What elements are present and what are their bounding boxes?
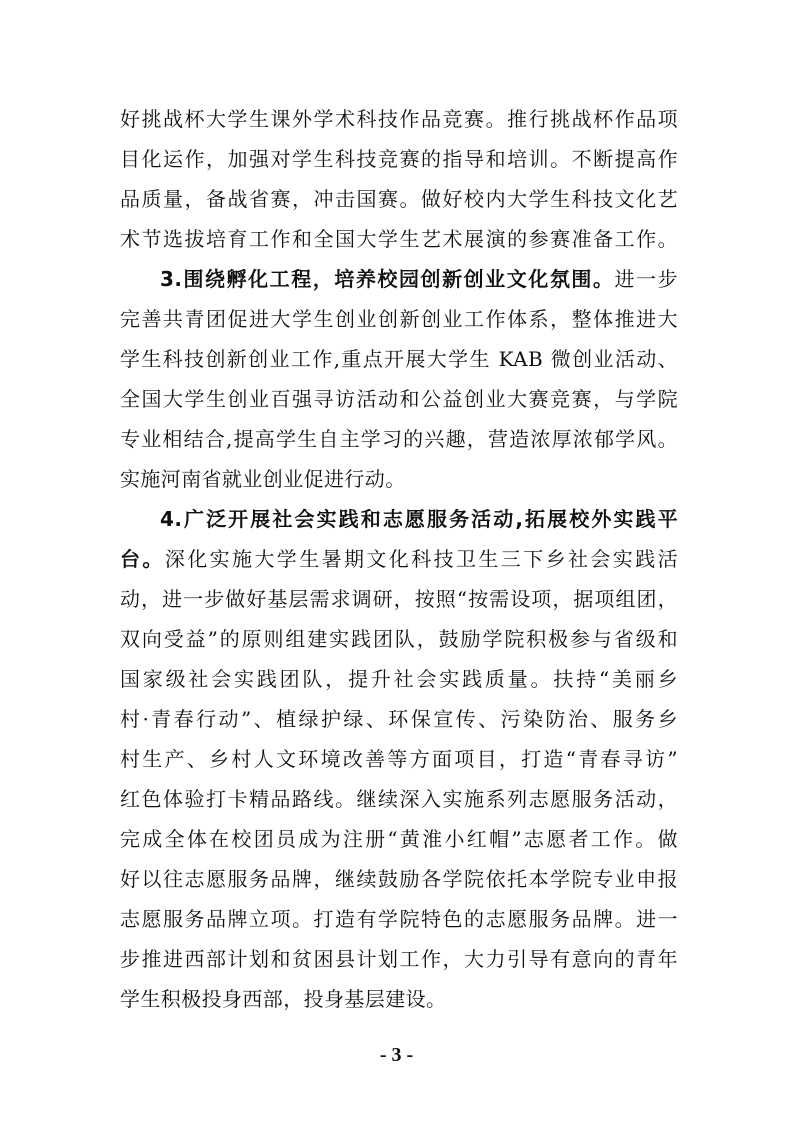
section-heading-line <box>120 259 678 299</box>
paragraph-line: 目化运作，加强对学生科技竞赛的指导和培训。不断提高作 <box>120 147 678 171</box>
body-text <box>120 99 678 1019</box>
paragraph-line: 村·青春行动”、植绿护绿、环保宣传、污染防治、服务乡 <box>120 707 678 731</box>
paragraph-text: 深化实施大学生暑期文化科技卫生三下乡社会实践活 <box>164 547 678 571</box>
section-heading: 4.广泛开展社会实践和志愿服务活动,拓展校外实践平 <box>160 507 678 531</box>
paragraph-line: 完善共青团促进大学生创业创新创业工作体系，整体推进大 <box>120 307 678 331</box>
paragraph-line: 志愿服务品牌立项。打造有学院特色的志愿服务品牌。进一 <box>120 907 678 931</box>
paragraph-line: 学生科技创新创业工作,重点开展大学生 KAB 微创业活动、 <box>120 347 678 371</box>
paragraph-line: 双向受益”的原则组建实践团队，鼓励学院积极参与省级和 <box>120 627 678 651</box>
paragraph-line: 村生产、乡村人文环境改善等方面项目，打造“青春寻访” <box>120 747 678 771</box>
paragraph-line: 步推进西部计划和贫困县计划工作，大力引导有意向的青年 <box>120 947 678 971</box>
section-heading: 3.围绕孵化工程，培养校园创新创业文化氛围。 <box>160 267 615 291</box>
paragraph-line: 动，进一步做好基层需求调研，按照“按需设项，据项组团， <box>120 587 678 611</box>
paragraph-line: 专业相结合,提高学生自主学习的兴趣，营造浓厚浓郁学风。 <box>120 427 678 451</box>
paragraph-line: 红色体验打卡精品路线。继续深入实施系列志愿服务活动， <box>120 787 678 811</box>
paragraph-line: 好挑战杯大学生课外学术科技作品竞赛。推行挑战杯作品项 <box>120 107 678 131</box>
paragraph-line: 国家级社会实践团队，提升社会实践质量。扶持“美丽乡 <box>120 667 678 691</box>
paragraph-line: 实施河南省就业创业促进行动。 <box>120 467 406 491</box>
section-heading-line <box>120 539 678 579</box>
paragraph-line: 完成全体在校团员成为注册“黄淮小红帽”志愿者工作。做 <box>120 827 678 851</box>
paragraph-line: 全国大学生创业百强寻访活动和公益创业大赛竞赛，与学院 <box>120 387 678 411</box>
paragraph-text: 进一步 <box>614 267 678 291</box>
paragraph-line: 学生积极投身西部，投身基层建设。 <box>120 987 447 1011</box>
page-number: - 3 - <box>379 1044 414 1066</box>
paragraph-line: 品质量，备战省赛，冲击国赛。做好校内大学生科技文化艺 <box>120 187 678 211</box>
paragraph-line: 好以往志愿服务品牌，继续鼓励各学院依托本学院专业申报 <box>120 867 678 891</box>
section-heading: 台。 <box>120 547 165 571</box>
paragraph-line: 术节选拔培育工作和全国大学生艺术展演的参赛准备工作。 <box>120 227 678 251</box>
